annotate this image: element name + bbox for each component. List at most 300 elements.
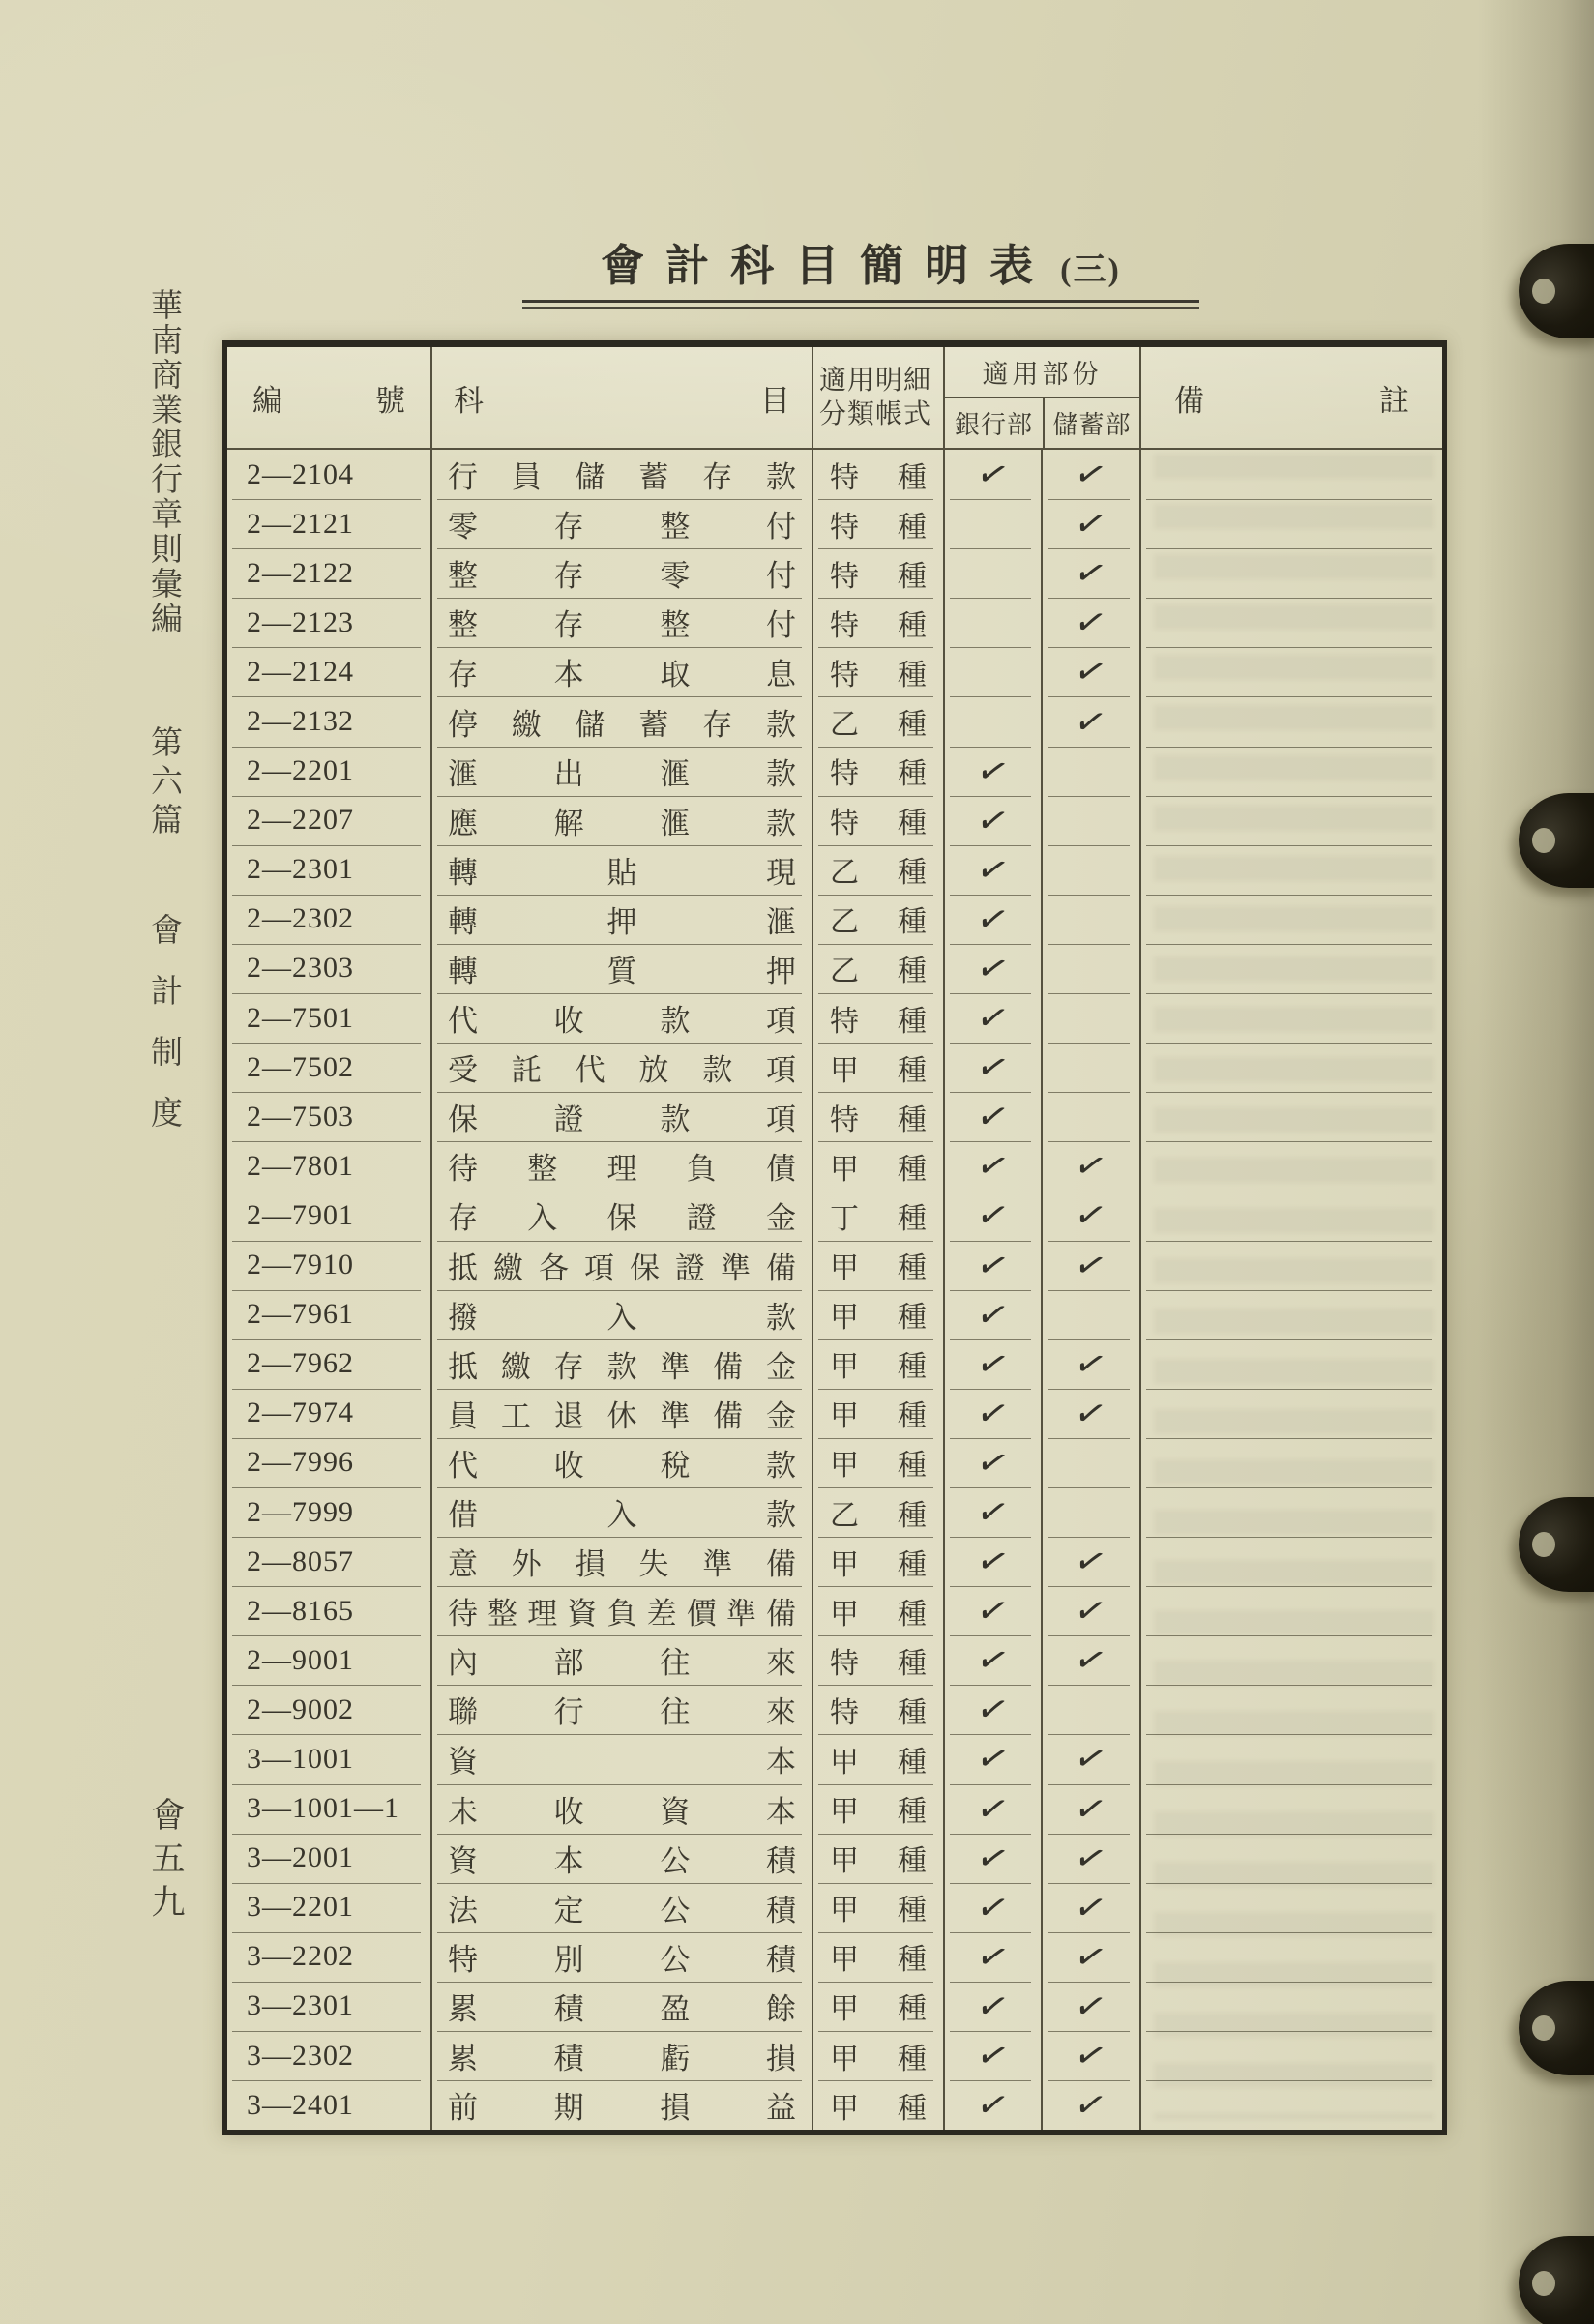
cell-savings-dept bbox=[1041, 796, 1139, 845]
check-mark-icon: ✓ bbox=[972, 1785, 1014, 1832]
cell-remarks bbox=[1139, 993, 1442, 1043]
cell-subject: 零 存 整 付 bbox=[430, 499, 812, 548]
cell-remarks bbox=[1139, 1339, 1442, 1389]
cell-bank-dept bbox=[943, 1982, 1041, 2031]
check-mark-icon: ✓ bbox=[972, 995, 1014, 1042]
header-dept-subrow bbox=[945, 397, 1139, 448]
cell-savings-dept bbox=[1041, 1932, 1139, 1982]
cell-code: 2—7999 bbox=[227, 1487, 430, 1537]
table-row bbox=[227, 548, 1442, 598]
cell-bank-dept bbox=[943, 1241, 1041, 1290]
check-mark-icon: ✓ bbox=[1070, 2032, 1112, 2079]
cell-subject: 保 證 款 項 bbox=[430, 1092, 812, 1141]
cell-remarks bbox=[1139, 1982, 1442, 2031]
cell-ledger-type: 甲 種 bbox=[812, 1438, 943, 1487]
cell-remarks bbox=[1139, 1784, 1442, 1834]
cell-ledger-type: 乙 種 bbox=[812, 845, 943, 895]
cell-code: 3—1001—1 bbox=[227, 1784, 430, 1834]
cell-ledger-type: 特 種 bbox=[812, 548, 943, 598]
table-row bbox=[227, 1883, 1442, 1932]
cell-bank-dept bbox=[943, 598, 1041, 647]
cell-remarks bbox=[1139, 450, 1442, 499]
cell-savings-dept bbox=[1041, 1685, 1139, 1734]
check-mark-icon: ✓ bbox=[971, 1933, 1015, 1981]
cell-subject: 轉 押 滙 bbox=[430, 895, 812, 944]
cell-subject: 整 存 整 付 bbox=[430, 598, 812, 647]
header-code: 編 號 bbox=[252, 383, 405, 418]
cell-subject: 借 入 款 bbox=[430, 1487, 812, 1537]
accounting-subjects-table bbox=[222, 340, 1447, 2135]
cell-subject: 滙 出 滙 款 bbox=[430, 747, 812, 796]
cell-ledger-type: 甲 種 bbox=[812, 1586, 943, 1635]
cell-code: 2—7503 bbox=[227, 1092, 430, 1141]
cell-remarks bbox=[1139, 696, 1442, 746]
cell-ledger-type: 甲 種 bbox=[812, 1043, 943, 1092]
cell-savings-dept bbox=[1041, 1487, 1139, 1537]
cell-savings-dept bbox=[1041, 1141, 1139, 1191]
margin-publication-label: 華南商業銀行章則彙編 bbox=[146, 288, 181, 636]
cell-bank-dept bbox=[943, 1537, 1041, 1586]
check-mark-icon: ✓ bbox=[971, 2032, 1015, 2079]
cell-subject: 整 存 零 付 bbox=[430, 548, 812, 598]
check-mark-icon: ✓ bbox=[1070, 1339, 1112, 1388]
cell-subject: 資 本 公 積 bbox=[430, 1834, 812, 1883]
header-dept-savings: 儲蓄部 bbox=[1043, 398, 1139, 448]
cell-ledger-type: 甲 種 bbox=[812, 1537, 943, 1586]
table-row bbox=[227, 696, 1442, 746]
cell-subject: 法 定 公 積 bbox=[430, 1883, 812, 1932]
cell-remarks bbox=[1139, 1834, 1442, 1883]
cell-code: 2—8057 bbox=[227, 1537, 430, 1586]
cell-savings-dept bbox=[1041, 647, 1139, 696]
table-row bbox=[227, 845, 1442, 895]
cell-ledger-type: 甲 種 bbox=[812, 1389, 943, 1438]
cell-savings-dept bbox=[1041, 1982, 1139, 2031]
cell-bank-dept bbox=[943, 548, 1041, 598]
cell-subject: 停 繳 儲 蓄 存 款 bbox=[430, 696, 812, 746]
cell-remarks bbox=[1139, 1487, 1442, 1537]
header-dept-group bbox=[943, 347, 1139, 448]
cell-subject: 累 積 虧 損 bbox=[430, 2031, 812, 2080]
cell-code: 2—7962 bbox=[227, 1339, 430, 1389]
cell-subject: 行 員 儲 蓄 存 款 bbox=[430, 450, 812, 499]
header-subject: 科 目 bbox=[430, 347, 812, 448]
cell-bank-dept bbox=[943, 1685, 1041, 1734]
cell-remarks bbox=[1139, 1141, 1442, 1191]
check-mark-icon: ✓ bbox=[972, 1094, 1014, 1140]
cell-code: 2—7910 bbox=[227, 1241, 430, 1290]
cell-savings-dept bbox=[1041, 1438, 1139, 1487]
cell-code: 2—7961 bbox=[227, 1290, 430, 1339]
cell-subject: 撥 入 款 bbox=[430, 1290, 812, 1339]
check-mark-icon: ✓ bbox=[971, 747, 1015, 795]
binder-ring bbox=[1519, 244, 1594, 338]
cell-remarks bbox=[1139, 1438, 1442, 1487]
check-mark-icon: ✓ bbox=[971, 1538, 1015, 1585]
cell-savings-dept bbox=[1041, 1191, 1139, 1240]
cell-subject: 存 本 取 息 bbox=[430, 647, 812, 696]
table-body bbox=[227, 450, 1442, 2130]
cell-ledger-type: 特 種 bbox=[812, 1685, 943, 1734]
cell-bank-dept bbox=[943, 450, 1041, 499]
check-mark-icon: ✓ bbox=[971, 1636, 1015, 1685]
binder-ring bbox=[1519, 1981, 1594, 2075]
cell-savings-dept bbox=[1041, 1834, 1139, 1883]
cell-ledger-type: 乙 種 bbox=[812, 895, 943, 944]
check-mark-icon: ✓ bbox=[1070, 1884, 1112, 1930]
cell-savings-dept bbox=[1041, 1389, 1139, 1438]
cell-bank-dept bbox=[943, 1389, 1041, 1438]
check-mark-icon: ✓ bbox=[972, 1983, 1014, 2029]
cell-ledger-type: 特 種 bbox=[812, 450, 943, 499]
cell-subject: 內 部 往 來 bbox=[430, 1635, 812, 1685]
cell-remarks bbox=[1139, 1883, 1442, 1932]
cell-bank-dept bbox=[943, 747, 1041, 796]
cell-bank-dept bbox=[943, 2080, 1041, 2130]
cell-subject: 意 外 損 失 準 備 bbox=[430, 1537, 812, 1586]
cell-bank-dept bbox=[943, 1438, 1041, 1487]
cell-savings-dept bbox=[1041, 747, 1139, 796]
cell-code: 2—2123 bbox=[227, 598, 430, 647]
cell-bank-dept bbox=[943, 1834, 1041, 1883]
table-row bbox=[227, 796, 1442, 845]
cell-ledger-type: 甲 種 bbox=[812, 1982, 943, 2031]
cell-bank-dept bbox=[943, 845, 1041, 895]
cell-code: 3—2302 bbox=[227, 2031, 430, 2080]
cell-remarks bbox=[1139, 796, 1442, 845]
check-mark-icon: ✓ bbox=[971, 1834, 1015, 1882]
cell-bank-dept bbox=[943, 1487, 1041, 1537]
table-row bbox=[227, 499, 1442, 548]
cell-remarks bbox=[1139, 944, 1442, 993]
cell-code: 2—7502 bbox=[227, 1043, 430, 1092]
cell-subject: 資 本 bbox=[430, 1734, 812, 1783]
cell-bank-dept bbox=[943, 1635, 1041, 1685]
check-mark-icon: ✓ bbox=[1070, 1933, 1112, 1981]
cell-savings-dept bbox=[1041, 1241, 1139, 1290]
cell-remarks bbox=[1139, 895, 1442, 944]
cell-remarks bbox=[1139, 1586, 1442, 1635]
cell-remarks bbox=[1139, 747, 1442, 796]
cell-code: 2—2301 bbox=[227, 845, 430, 895]
cell-bank-dept bbox=[943, 1932, 1041, 1982]
cell-remarks bbox=[1139, 1092, 1442, 1141]
cell-subject: 待 整 理 資 負 差 價 準 備 bbox=[430, 1586, 812, 1635]
cell-ledger-type: 特 種 bbox=[812, 647, 943, 696]
cell-code: 3—2301 bbox=[227, 1982, 430, 2031]
check-mark-icon: ✓ bbox=[972, 1192, 1014, 1239]
title-underline bbox=[522, 300, 1199, 309]
page-title-block bbox=[522, 230, 1199, 309]
table-row bbox=[227, 1191, 1442, 1240]
cell-code: 3—2202 bbox=[227, 1932, 430, 1982]
cell-ledger-type: 甲 種 bbox=[812, 1932, 943, 1982]
table-row bbox=[227, 1043, 1442, 1092]
cell-bank-dept bbox=[943, 895, 1041, 944]
cell-bank-dept bbox=[943, 944, 1041, 993]
check-mark-icon: ✓ bbox=[972, 1884, 1014, 1930]
cell-code: 2—2132 bbox=[227, 696, 430, 746]
cell-remarks bbox=[1139, 1290, 1442, 1339]
cell-savings-dept bbox=[1041, 1339, 1139, 1389]
cell-savings-dept bbox=[1041, 2031, 1139, 2080]
cell-savings-dept bbox=[1041, 696, 1139, 746]
cell-savings-dept bbox=[1041, 993, 1139, 1043]
check-mark-icon: ✓ bbox=[972, 1291, 1014, 1338]
header-ledger-line1: 適用明細 bbox=[819, 366, 932, 396]
cell-subject: 抵 繳 存 款 準 備 金 bbox=[430, 1339, 812, 1389]
check-mark-icon: ✓ bbox=[1070, 549, 1112, 597]
check-mark-icon: ✓ bbox=[1070, 648, 1112, 696]
table-row bbox=[227, 944, 1442, 993]
table-row bbox=[227, 1241, 1442, 1290]
cell-subject: 員 工 退 休 準 備 金 bbox=[430, 1389, 812, 1438]
table-row bbox=[227, 1685, 1442, 1734]
check-mark-icon: ✓ bbox=[971, 1339, 1015, 1388]
table-row bbox=[227, 2031, 1442, 2080]
cell-subject: 代 收 款 項 bbox=[430, 993, 812, 1043]
margin-text-column bbox=[141, 288, 187, 1739]
check-mark-icon: ✓ bbox=[971, 1241, 1015, 1289]
header-remarks: 備 註 bbox=[1139, 347, 1442, 448]
cell-ledger-type: 甲 種 bbox=[812, 2080, 943, 2130]
cell-subject: 轉 貼 現 bbox=[430, 845, 812, 895]
cell-code: 3—2201 bbox=[227, 1883, 430, 1932]
cell-ledger-type: 特 種 bbox=[812, 747, 943, 796]
cell-savings-dept bbox=[1041, 499, 1139, 548]
cell-bank-dept bbox=[943, 1586, 1041, 1635]
cell-ledger-type: 特 種 bbox=[812, 1635, 943, 1685]
cell-savings-dept bbox=[1041, 845, 1139, 895]
check-mark-icon: ✓ bbox=[972, 1390, 1014, 1436]
cell-subject: 存 入 保 證 金 bbox=[430, 1191, 812, 1240]
table-row bbox=[227, 1586, 1442, 1635]
check-mark-icon: ✓ bbox=[972, 1687, 1014, 1733]
cell-savings-dept bbox=[1041, 450, 1139, 499]
cell-code: 2—2121 bbox=[227, 499, 430, 548]
check-mark-icon: ✓ bbox=[1070, 1636, 1112, 1685]
cell-subject: 特 別 公 積 bbox=[430, 1932, 812, 1982]
check-mark-icon: ✓ bbox=[971, 945, 1015, 992]
check-mark-icon: ✓ bbox=[971, 1044, 1015, 1091]
table-row bbox=[227, 747, 1442, 796]
cell-bank-dept bbox=[943, 993, 1041, 1043]
table-row bbox=[227, 1339, 1442, 1389]
cell-subject: 累 積 盈 餘 bbox=[430, 1982, 812, 2031]
cell-ledger-type: 甲 種 bbox=[812, 1883, 943, 1932]
cell-ledger-type: 特 種 bbox=[812, 993, 943, 1043]
check-mark-icon: ✓ bbox=[971, 846, 1015, 894]
table-row bbox=[227, 1389, 1442, 1438]
page-title: 會計科目簡明表 bbox=[601, 242, 1055, 290]
cell-code: 2—7901 bbox=[227, 1191, 430, 1240]
table-row bbox=[227, 1487, 1442, 1537]
check-mark-icon: ✓ bbox=[971, 1439, 1015, 1486]
cell-remarks bbox=[1139, 1043, 1442, 1092]
cell-bank-dept bbox=[943, 499, 1041, 548]
check-mark-icon: ✓ bbox=[971, 451, 1015, 498]
cell-savings-dept bbox=[1041, 1092, 1139, 1141]
cell-code: 2—2124 bbox=[227, 647, 430, 696]
table-row bbox=[227, 993, 1442, 1043]
cell-code: 2—2104 bbox=[227, 450, 430, 499]
check-mark-icon: ✓ bbox=[1070, 600, 1112, 646]
cell-code: 2—2122 bbox=[227, 548, 430, 598]
cell-code: 2—9002 bbox=[227, 1685, 430, 1734]
table-row bbox=[227, 1290, 1442, 1339]
cell-subject: 未 收 資 本 bbox=[430, 1784, 812, 1834]
cell-bank-dept bbox=[943, 1734, 1041, 1783]
cell-code: 2—7996 bbox=[227, 1438, 430, 1487]
cell-code: 2—8165 bbox=[227, 1586, 430, 1635]
check-mark-icon: ✓ bbox=[971, 1142, 1015, 1191]
binder-ring bbox=[1519, 793, 1594, 888]
cell-remarks bbox=[1139, 598, 1442, 647]
binder-ring bbox=[1519, 2236, 1594, 2324]
cell-remarks bbox=[1139, 1932, 1442, 1982]
cell-ledger-type: 甲 種 bbox=[812, 1141, 943, 1191]
cell-remarks bbox=[1139, 1241, 1442, 1290]
cell-bank-dept bbox=[943, 696, 1041, 746]
cell-ledger-type: 乙 種 bbox=[812, 696, 943, 746]
cell-ledger-type: 甲 種 bbox=[812, 1834, 943, 1883]
table-row bbox=[227, 1438, 1442, 1487]
header-dept-bank: 銀行部 bbox=[954, 411, 1033, 439]
cell-bank-dept bbox=[943, 647, 1041, 696]
cell-remarks bbox=[1139, 499, 1442, 548]
cell-ledger-type: 甲 種 bbox=[812, 1784, 943, 1834]
cell-code: 2—2302 bbox=[227, 895, 430, 944]
cell-savings-dept bbox=[1041, 1586, 1139, 1635]
cell-code: 3—1001 bbox=[227, 1734, 430, 1783]
cell-bank-dept bbox=[943, 1043, 1041, 1092]
cell-bank-dept bbox=[943, 796, 1041, 845]
cell-code: 2—9001 bbox=[227, 1635, 430, 1685]
table-row bbox=[227, 450, 1442, 499]
cell-savings-dept bbox=[1041, 1734, 1139, 1783]
header-ledger-format bbox=[812, 347, 943, 448]
cell-savings-dept bbox=[1041, 1635, 1139, 1685]
cell-bank-dept bbox=[943, 1290, 1041, 1339]
check-mark-icon: ✓ bbox=[972, 1489, 1014, 1535]
cell-bank-dept bbox=[943, 1092, 1041, 1141]
check-mark-icon: ✓ bbox=[1070, 698, 1112, 745]
cell-savings-dept bbox=[1041, 895, 1139, 944]
check-mark-icon: ✓ bbox=[1070, 1735, 1112, 1783]
cell-remarks bbox=[1139, 1685, 1442, 1734]
cell-subject: 轉 質 押 bbox=[430, 944, 812, 993]
binder-ring bbox=[1519, 1497, 1594, 1592]
cell-bank-dept bbox=[943, 1191, 1041, 1240]
cell-ledger-type: 丁 種 bbox=[812, 1191, 943, 1240]
cell-remarks bbox=[1139, 845, 1442, 895]
table-row bbox=[227, 1734, 1442, 1783]
check-mark-icon: ✓ bbox=[1070, 1192, 1112, 1239]
cell-savings-dept bbox=[1041, 1043, 1139, 1092]
cell-savings-dept bbox=[1041, 1290, 1139, 1339]
table-row bbox=[227, 1537, 1442, 1586]
cell-remarks bbox=[1139, 548, 1442, 598]
cell-subject: 抵 繳 各 項 保 證 準 備 bbox=[430, 1241, 812, 1290]
cell-bank-dept bbox=[943, 1339, 1041, 1389]
cell-ledger-type: 特 種 bbox=[812, 598, 943, 647]
cell-remarks bbox=[1139, 1635, 1442, 1685]
cell-remarks bbox=[1139, 2080, 1442, 2130]
cell-subject: 代 收 稅 款 bbox=[430, 1438, 812, 1487]
cell-remarks bbox=[1139, 1389, 1442, 1438]
cell-savings-dept bbox=[1041, 944, 1139, 993]
cell-ledger-type: 乙 種 bbox=[812, 944, 943, 993]
check-mark-icon: ✓ bbox=[1070, 1785, 1112, 1832]
cell-code: 2—2303 bbox=[227, 944, 430, 993]
check-mark-icon: ✓ bbox=[972, 896, 1014, 942]
check-mark-icon: ✓ bbox=[1070, 501, 1112, 547]
cell-ledger-type: 甲 種 bbox=[812, 1241, 943, 1290]
cell-subject: 受 託 代 放 款 項 bbox=[430, 1043, 812, 1092]
cell-savings-dept bbox=[1041, 1883, 1139, 1932]
table-row bbox=[227, 1784, 1442, 1834]
check-mark-icon: ✓ bbox=[1070, 1142, 1112, 1191]
cell-ledger-type: 乙 種 bbox=[812, 1487, 943, 1537]
cell-ledger-type: 特 種 bbox=[812, 1092, 943, 1141]
cell-remarks bbox=[1139, 647, 1442, 696]
cell-code: 3—2001 bbox=[227, 1834, 430, 1883]
cell-savings-dept bbox=[1041, 1784, 1139, 1834]
page-number-label: 會五九 bbox=[147, 1797, 185, 1927]
cell-code: 3—2401 bbox=[247, 2088, 354, 2121]
cell-bank-dept bbox=[943, 1141, 1041, 1191]
table-row bbox=[227, 1834, 1442, 1883]
table-row bbox=[227, 598, 1442, 647]
cell-savings-dept bbox=[1041, 1537, 1139, 1586]
cell-remarks bbox=[1139, 1537, 1442, 1586]
cell-subject: 聯 行 往 來 bbox=[430, 1685, 812, 1734]
check-mark-icon: ✓ bbox=[1070, 1983, 1112, 2029]
header-ledger-line2: 分類帳式 bbox=[819, 399, 932, 429]
table-row bbox=[227, 647, 1442, 696]
check-mark-icon: ✓ bbox=[1070, 451, 1112, 498]
check-mark-icon: ✓ bbox=[1070, 1390, 1112, 1436]
cell-ledger-type: 甲 種 bbox=[812, 1339, 943, 1389]
check-mark-icon: ✓ bbox=[972, 2082, 1014, 2129]
check-mark-icon: ✓ bbox=[971, 1735, 1015, 1783]
check-mark-icon: ✓ bbox=[1070, 1588, 1112, 1634]
cell-bank-dept bbox=[943, 1883, 1041, 1932]
cell-ledger-type: 特 種 bbox=[812, 796, 943, 845]
cell-ledger-type: 特 種 bbox=[812, 499, 943, 548]
check-mark-icon: ✓ bbox=[1070, 2082, 1112, 2129]
page-title-suffix: (三) bbox=[1060, 252, 1121, 288]
header-dept-group-label: 適用部份 bbox=[982, 360, 1103, 389]
cell-code: 2—7801 bbox=[227, 1141, 430, 1191]
table-row bbox=[227, 1932, 1442, 1982]
cell-code: 2—7974 bbox=[227, 1389, 430, 1438]
cell-bank-dept bbox=[943, 1784, 1041, 1834]
check-mark-icon: ✓ bbox=[1070, 1834, 1112, 1882]
table-row bbox=[227, 1635, 1442, 1685]
cell-ledger-type: 甲 種 bbox=[812, 1734, 943, 1783]
cell-code: 2—2207 bbox=[227, 796, 430, 845]
cell-code: 2—7501 bbox=[227, 993, 430, 1043]
margin-section-label: 第六篇 bbox=[146, 725, 181, 841]
margin-chapter-label: 會計制度 bbox=[146, 913, 181, 1157]
cell-remarks bbox=[1139, 1734, 1442, 1783]
table-row bbox=[227, 1141, 1442, 1191]
cell-subject: 前 期 損 益 bbox=[430, 2080, 812, 2130]
table-row bbox=[227, 1982, 1442, 2031]
check-mark-icon: ✓ bbox=[1070, 1241, 1112, 1289]
cell-remarks bbox=[1139, 2031, 1442, 2080]
